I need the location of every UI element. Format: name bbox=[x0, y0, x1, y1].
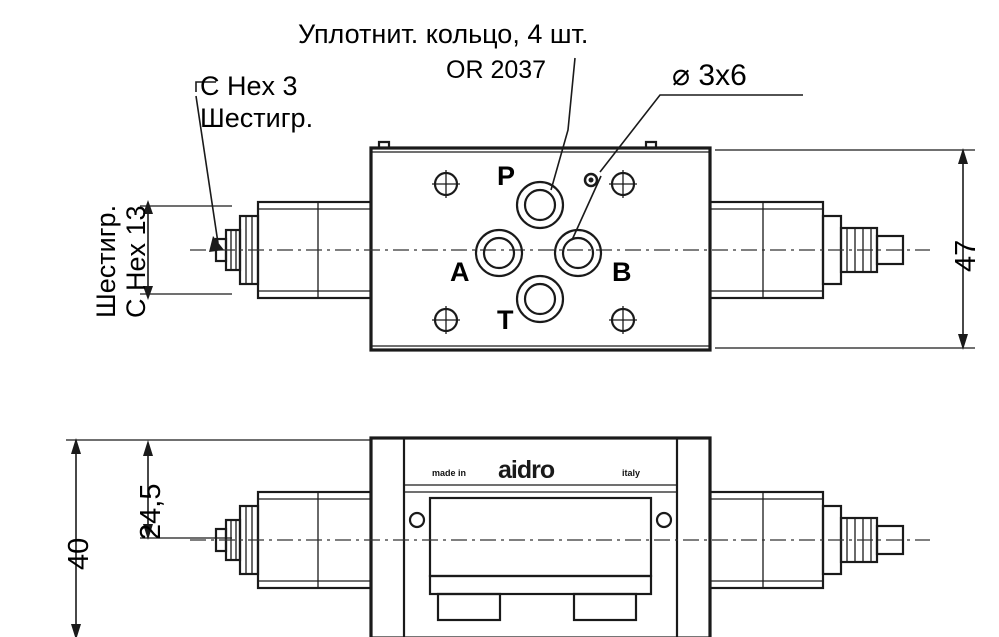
brand-name: aidro bbox=[498, 456, 555, 484]
dimension-24-5: 24,5 bbox=[135, 483, 167, 540]
port-label-t: T bbox=[497, 305, 514, 335]
dimension-40: 40 bbox=[63, 537, 95, 570]
port-circles bbox=[476, 182, 601, 322]
dimension-47: 47 bbox=[950, 239, 982, 272]
port-label-b: B bbox=[612, 257, 632, 287]
brand-made-in: made in bbox=[432, 468, 467, 478]
mounting-holes bbox=[432, 170, 637, 334]
top-view-group bbox=[140, 58, 975, 350]
port-label-p: P bbox=[497, 161, 516, 191]
label-hex3-c: C Hex 3 bbox=[200, 71, 298, 101]
label-hex13-c: C Hex 13 bbox=[121, 205, 151, 318]
brand-country: italy bbox=[622, 468, 641, 478]
label-seal-ring: Уплотнит. кольцо, 4 шт. bbox=[298, 19, 589, 49]
label-hole-spec: ⌀ 3x6 bbox=[672, 59, 747, 92]
label-hex3-ru: Шестигр. bbox=[200, 103, 314, 133]
label-seal-code: OR 2037 bbox=[446, 56, 547, 84]
label-hex13-ru: Шестигр. bbox=[91, 204, 121, 318]
port-label-a: A bbox=[450, 257, 470, 287]
